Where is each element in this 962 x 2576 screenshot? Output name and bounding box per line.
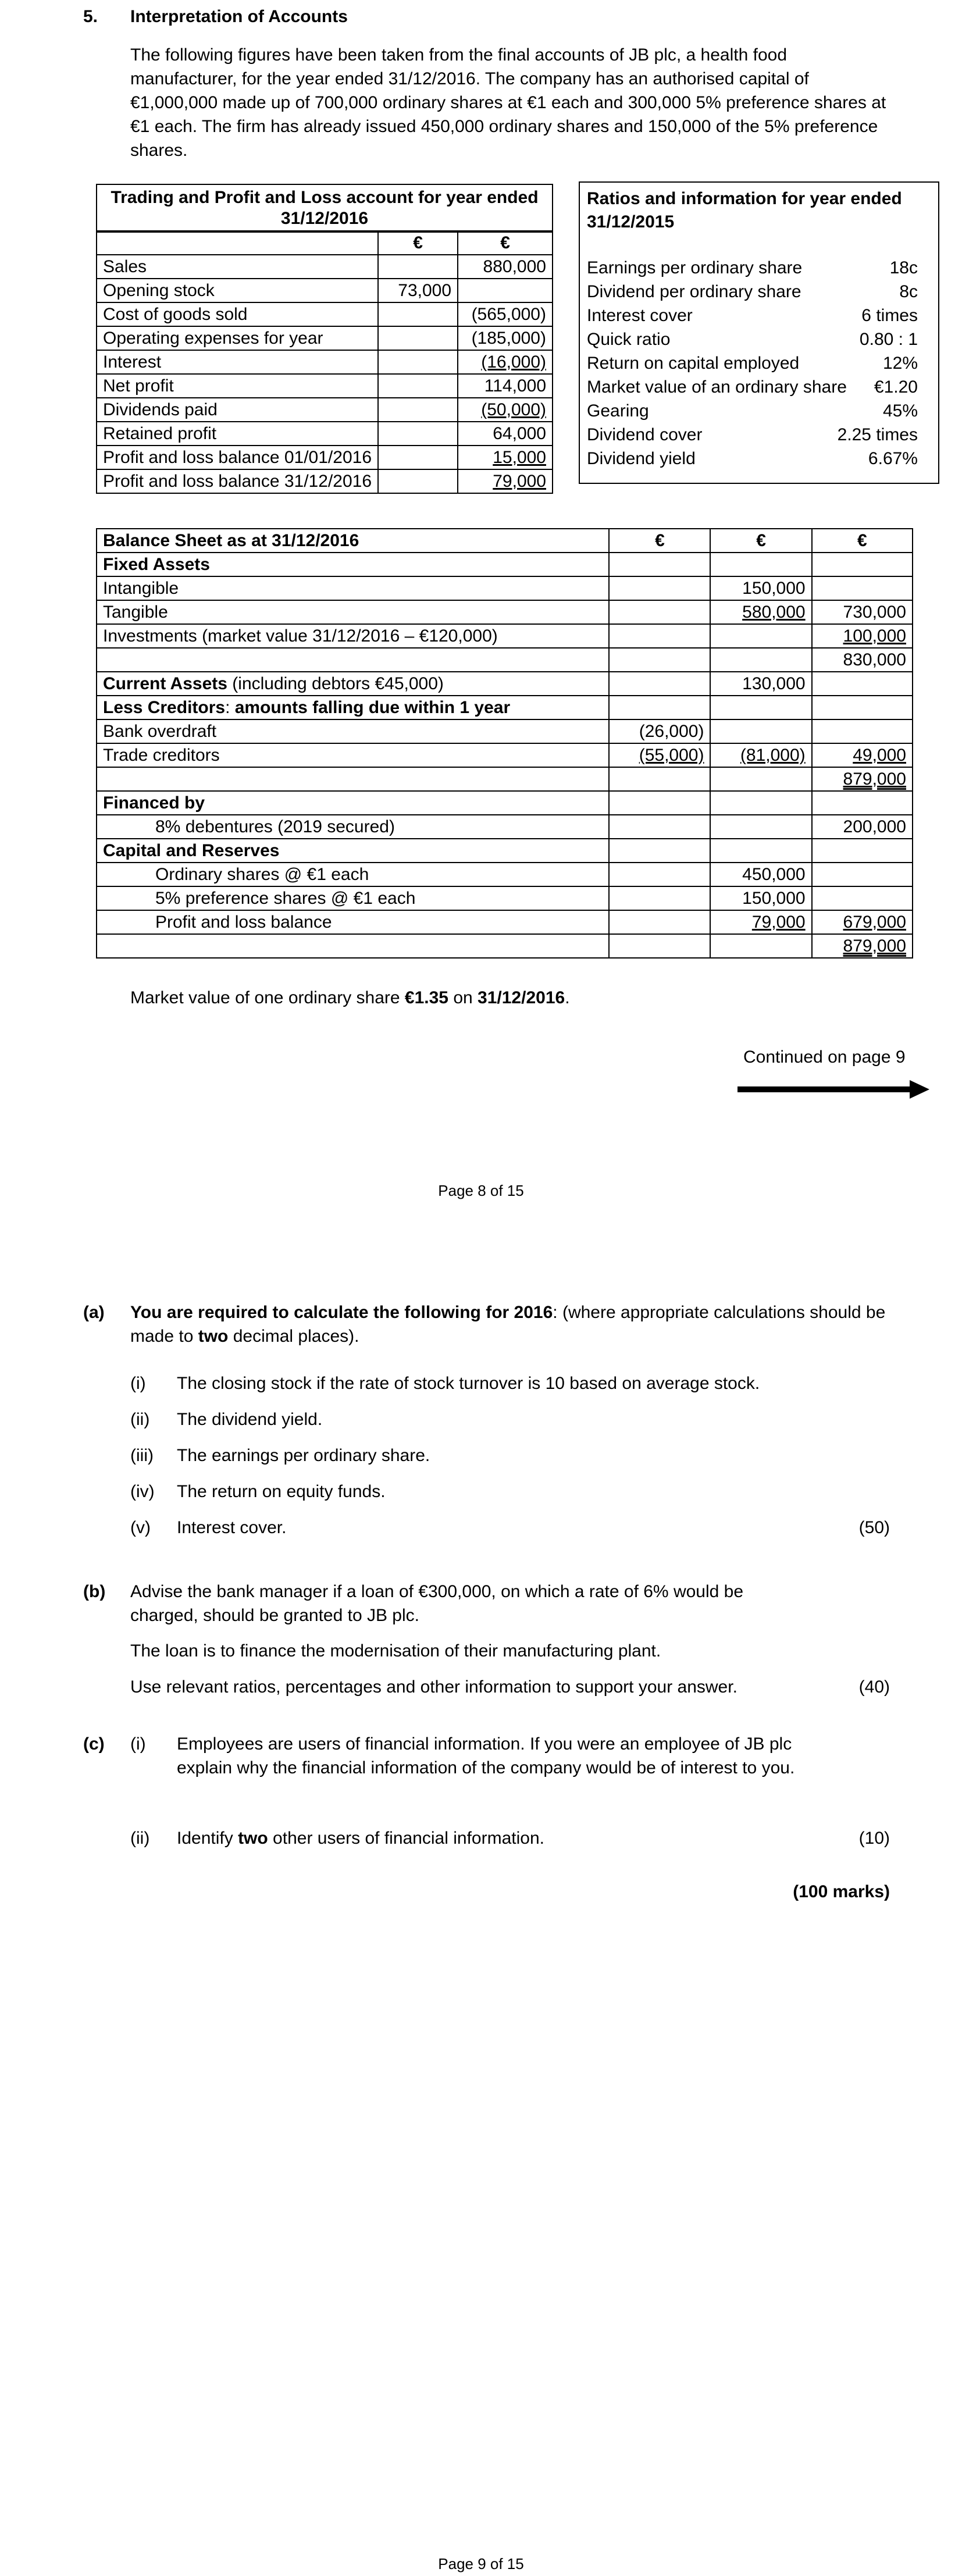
trading-header-blank	[97, 231, 378, 255]
trading-label: Profit and loss balance 01/01/2016	[97, 446, 378, 469]
ratio-row	[587, 447, 918, 471]
ratio-label: Dividend per ordinary share	[587, 282, 801, 301]
arrow-right-icon	[737, 1079, 929, 1106]
trading-pl-body	[96, 230, 553, 494]
bs-value: 679,000	[843, 913, 906, 932]
trading-col1-header: €	[378, 231, 458, 255]
part-b-para3: Use relevant ratios, percentages and other information to support your answer.	[130, 1677, 737, 1697]
ratio-row	[587, 375, 918, 399]
trading-label: Sales	[97, 255, 378, 279]
ratio-row	[587, 399, 918, 423]
ratio-label: Dividend cover	[587, 425, 703, 444]
ratio-value: €1.20	[874, 377, 918, 397]
total-marks: (100 marks)	[793, 1882, 890, 1901]
less-creditors-row: Less Creditors: amounts falling due within 1 year	[97, 696, 609, 719]
bs-value: 200,000	[812, 815, 913, 839]
trading-col2-header: €	[458, 231, 553, 255]
bs-value: 450,000	[710, 863, 811, 886]
trading-label: Dividends paid	[97, 398, 378, 422]
trading-col1-value	[378, 302, 458, 326]
ratio-label: Interest cover	[587, 306, 693, 325]
item-text: Employees are users of financial information. If you were an employee of JB plc explain why the financial information of the company would be of interest to you.	[177, 1734, 795, 1777]
question-number: 5.	[83, 7, 98, 26]
trading-label: Profit and loss balance 31/12/2016	[97, 469, 378, 493]
marks: (50)	[858, 1518, 890, 1537]
trading-col1-value	[378, 469, 458, 493]
ratio-value: 0.80 : 1	[859, 330, 918, 349]
item-number: (v)	[130, 1518, 151, 1537]
capital-reserves-heading: Capital and Reserves	[97, 839, 609, 863]
market-value-line: Market value of one ordinary share €1.35 on 31/12/2016.	[130, 988, 570, 1007]
trading-row	[97, 374, 553, 398]
trading-row	[97, 398, 553, 422]
ratio-label: Market value of an ordinary share	[587, 377, 847, 397]
balance-title: Balance Sheet as at 31/12/2016	[97, 529, 609, 553]
bs-label: Profit and loss balance	[97, 910, 609, 934]
ratio-value: 6.67%	[868, 449, 918, 468]
page-footer: Page 8 of 15	[438, 1182, 524, 1199]
part-a-heading: You are required to calculate the following for 2016: (where appropriate calculations should be made to two decimal places).	[130, 1303, 886, 1346]
trading-label: Opening stock	[97, 279, 378, 302]
bs-label: Investments (market value 31/12/2016 – €120,000)	[97, 624, 609, 648]
trading-row	[97, 350, 553, 374]
trading-col2-value	[458, 279, 553, 302]
ratios-list	[587, 256, 918, 471]
trading-row	[97, 446, 553, 469]
bs-value: 130,000	[710, 672, 811, 696]
ratio-row	[587, 351, 918, 375]
trading-label: Interest	[97, 350, 378, 374]
ratio-label: Earnings per ordinary share	[587, 258, 803, 277]
item-number: (iii)	[130, 1446, 154, 1465]
part-b-label: (b)	[83, 1582, 106, 1601]
trading-title: Trading and Profit and Loss account for year ended 31/12/2016	[97, 184, 553, 232]
bs-value: 730,000	[812, 600, 913, 624]
trading-row	[97, 326, 553, 350]
ratio-value: 2.25 times	[837, 425, 918, 444]
part-a-label: (a)	[83, 1303, 105, 1322]
ratio-value: 6 times	[861, 306, 918, 325]
item-text: The return on equity funds.	[177, 1482, 386, 1501]
trading-col1-value	[378, 326, 458, 350]
item-number: (ii)	[130, 1410, 150, 1429]
continued-note: Continued on page 9	[743, 1047, 906, 1067]
bs-value: (81,000)	[740, 746, 806, 765]
trading-row	[97, 255, 553, 279]
bs-col-header: €	[812, 529, 913, 553]
trading-col2-value: (185,000)	[458, 326, 553, 350]
marks: (10)	[858, 1829, 890, 1848]
item-text: The closing stock if the rate of stock turnover is 10 based on average stock.	[177, 1374, 760, 1393]
part-b-para2: The loan is to finance the modernisation of their manufacturing plant.	[130, 1641, 661, 1661]
trading-col2-value: (50,000)	[458, 398, 553, 422]
ratio-label: Gearing	[587, 401, 649, 421]
trading-row	[97, 469, 553, 493]
intro-paragraph: The following figures have been taken from the final accounts of JB plc, a health food manufacturer, for the year ended 31/12/2016. The company has an authorised capital of €1,000,000 made up of 700,000 ordinary shares at €1 each and 300,000 5% preference shares at €1 each. The firm has already issued 450,000 ordinary shares and 150,000 of the 5% preference shares.	[130, 45, 886, 160]
trading-col2-value: 114,000	[458, 374, 553, 398]
item-text: Identify two other users of financial information.	[177, 1829, 544, 1848]
trading-label: Cost of goods sold	[97, 302, 378, 326]
trading-col1-value	[378, 350, 458, 374]
bs-value: 79,000	[751, 913, 806, 932]
fixed-assets-heading: Fixed Assets	[97, 553, 609, 576]
financed-by-heading: Financed by	[97, 791, 609, 815]
bs-value: 580,000	[742, 603, 806, 622]
bs-label: Trade creditors	[97, 743, 609, 767]
trading-col2-value: (16,000)	[458, 350, 553, 374]
current-assets-row: Current Assets (including debtors €45,000)	[97, 672, 609, 696]
trading-row	[97, 422, 553, 446]
trading-col2-value: 15,000	[458, 446, 553, 469]
bs-label: Bank overdraft	[97, 719, 609, 743]
trading-col2-value: 64,000	[458, 422, 553, 446]
ratio-row	[587, 423, 918, 447]
ratio-label: Return on capital employed	[587, 354, 800, 373]
marks: (40)	[858, 1677, 890, 1697]
bs-label: 5% preference shares @ €1 each	[97, 886, 609, 910]
item-number: (iv)	[130, 1482, 155, 1501]
trading-col2-value: 880,000	[458, 255, 553, 279]
item-number: (i)	[130, 1734, 146, 1754]
bs-col-header: €	[609, 529, 710, 553]
ratio-row	[587, 327, 918, 351]
ratio-label: Quick ratio	[587, 330, 671, 349]
part-c-label: (c)	[83, 1734, 105, 1754]
trading-row	[97, 279, 553, 302]
item-number: (i)	[130, 1374, 146, 1393]
bs-value: 150,000	[710, 886, 811, 910]
bs-value: 100,000	[843, 626, 906, 646]
bs-label: 8% debentures (2019 secured)	[97, 815, 609, 839]
bs-value: 150,000	[710, 576, 811, 600]
trading-col2-value: 79,000	[458, 469, 553, 493]
trading-label: Retained profit	[97, 422, 378, 446]
item-number: (ii)	[130, 1829, 150, 1848]
trading-label: Net profit	[97, 374, 378, 398]
bs-label: Ordinary shares @ €1 each	[97, 863, 609, 886]
trading-row	[97, 302, 553, 326]
part-b-para1: Advise the bank manager if a loan of €300,000, on which a rate of 6% would be charged, should be granted to JB plc.	[130, 1582, 744, 1625]
trading-col1-value	[378, 446, 458, 469]
ratio-value: 18c	[889, 258, 918, 277]
item-text: The dividend yield.	[177, 1410, 323, 1429]
page-footer: Page 9 of 15	[438, 2555, 524, 2573]
trading-col1-value	[378, 374, 458, 398]
bs-label: Intangible	[97, 576, 609, 600]
item-text: The earnings per ordinary share.	[177, 1446, 430, 1465]
ratio-row	[587, 256, 918, 280]
ratios-title: Ratios and information for year ended 31/12/2015	[587, 189, 902, 231]
bs-subtotal: 830,000	[812, 648, 913, 672]
trading-col1-value	[378, 255, 458, 279]
bs-col-header: €	[710, 529, 811, 553]
trading-pl-table	[96, 184, 553, 233]
bs-total: 879,000	[843, 769, 906, 789]
ratio-row	[587, 304, 918, 327]
ratio-value: 12%	[882, 354, 918, 373]
question-title: Interpretation of Accounts	[130, 7, 348, 26]
trading-col1-value	[378, 398, 458, 422]
bs-value: (26,000)	[609, 719, 710, 743]
trading-label: Operating expenses for year	[97, 326, 378, 350]
bs-label: Tangible	[97, 600, 609, 624]
bs-value: 49,000	[853, 746, 906, 765]
ratio-value: 8c	[899, 282, 918, 301]
ratio-label: Dividend yield	[587, 449, 696, 468]
trading-col2-value: (565,000)	[458, 302, 553, 326]
ratio-row	[587, 280, 918, 304]
item-text: Interest cover.	[177, 1518, 287, 1537]
ratio-value: 45%	[882, 401, 918, 421]
trading-col1-value: 73,000	[378, 279, 458, 302]
bs-value: (55,000)	[639, 746, 704, 765]
balance-sheet-table	[96, 528, 913, 959]
bs-total: 879,000	[843, 936, 906, 956]
trading-col1-value	[378, 422, 458, 446]
ratios-box	[579, 181, 939, 484]
